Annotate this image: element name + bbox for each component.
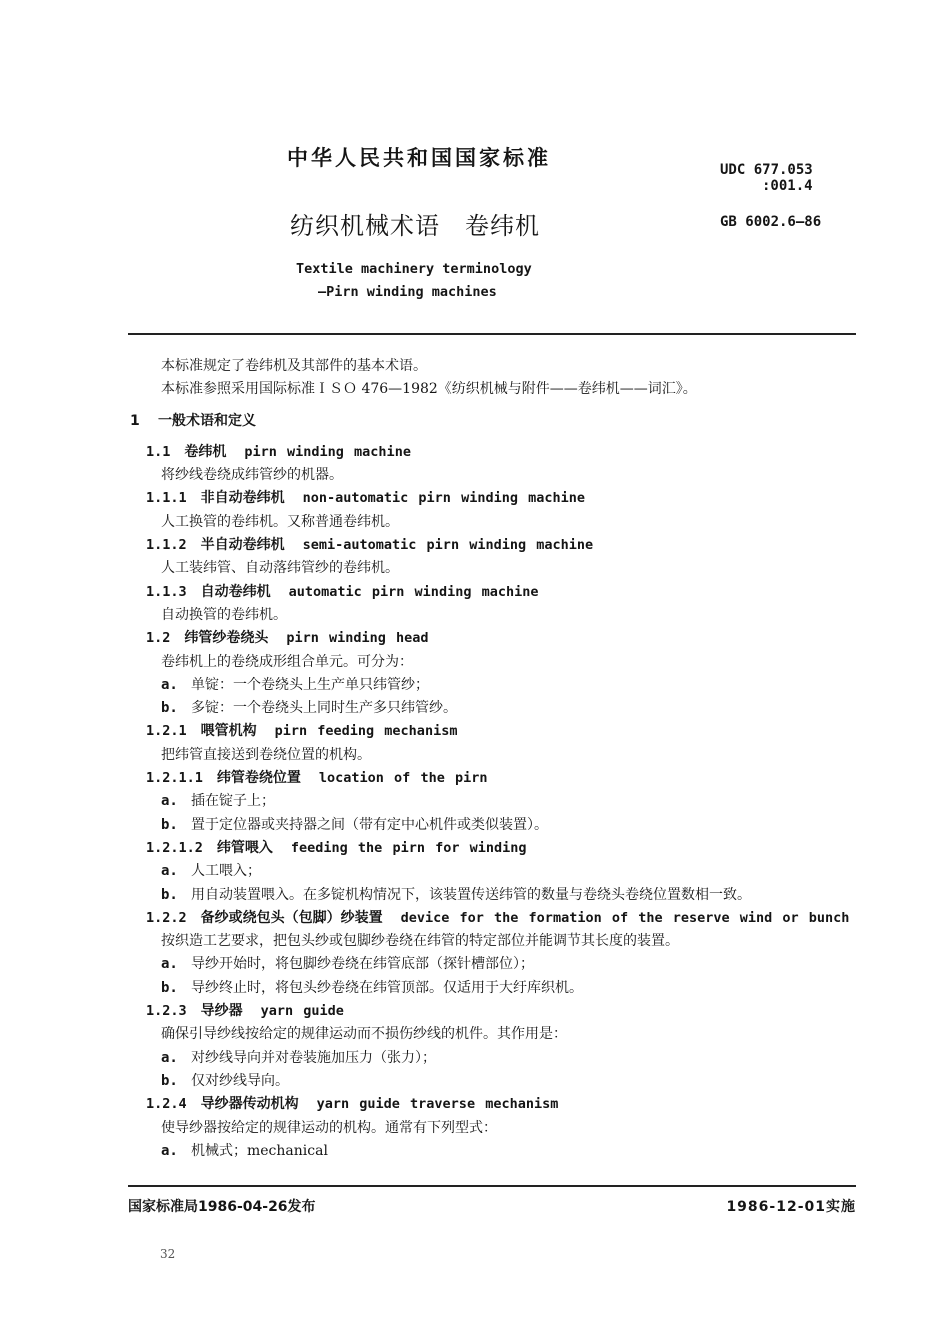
term-heading	[128, 487, 858, 510]
list-item-label: a.	[161, 1142, 178, 1159]
term-definition: 人工换管的卷纬机。又称普通卷纬机。	[161, 513, 399, 530]
gb-number: GB 6002.6—86	[720, 214, 822, 230]
list-item	[128, 884, 858, 907]
list-item-label: a.	[161, 676, 178, 693]
term-name-cn: 纬管纱卷绕头	[184, 630, 269, 647]
intro-paragraph: 本标准规定了卷纬机及其部件的基本术语。	[161, 358, 427, 374]
standard-category-heading: 中华人民共和国国家标准	[287, 146, 551, 170]
list-item-text: 插在锭子上；	[191, 793, 275, 810]
list-item-text: 仅对纱线导向。	[191, 1072, 289, 1089]
list-item-label: a.	[161, 793, 178, 810]
list-item-label: a.	[161, 956, 178, 973]
list-item-label: b.	[161, 979, 178, 996]
term-number: 1.1	[146, 443, 171, 460]
list-item-text: 人工喂入；	[191, 863, 261, 880]
section-number: 1	[130, 412, 140, 429]
term-name-en: non-automatic pirn winding machine	[302, 490, 585, 507]
list-item-text: 机械式；mechanical	[191, 1142, 328, 1159]
term-name-cn: 纬管卷绕位置	[216, 770, 301, 787]
term-name-cn: 纬管喂入	[216, 839, 273, 856]
term-number: 1.1.3	[146, 583, 187, 600]
term-definition: 自动换管的卷纬机。	[161, 606, 287, 623]
udc-line-2: :001.4	[762, 178, 813, 194]
list-item	[128, 697, 858, 720]
list-item-label: a.	[161, 1049, 178, 1066]
term-name-cn: 备纱或绕包头（包脚）纱装置	[200, 909, 383, 926]
term-name-en: pirn winding machine	[244, 443, 411, 460]
terms-list	[128, 441, 858, 1163]
term-number: 1.2.3	[146, 1003, 187, 1020]
list-item-label: b.	[161, 700, 178, 717]
term-heading	[128, 581, 858, 604]
list-item-text: 置于定位器或夹持器之间（带有定中心机件或类似装置）。	[191, 816, 548, 833]
list-item-text: 对纱线导向并对卷装施加压力（张力）；	[191, 1049, 436, 1066]
term-number: 1.2.1.1	[146, 770, 203, 787]
term-name-en: device for the formation of the reserve wind or bunch	[400, 909, 850, 926]
term-name-en: semi-automatic pirn winding machine	[302, 537, 594, 554]
term-number: 1.1.2	[146, 537, 187, 554]
term-definition: 把纬管直接送到卷绕位置的机构。	[161, 746, 371, 763]
list-item-text: 单锭：一个卷绕头上生产单只纬管纱；	[191, 676, 429, 693]
list-item-label: a.	[161, 863, 178, 880]
term-heading	[128, 720, 858, 743]
list-item-label: b.	[161, 816, 178, 833]
udc-line-1: UDC 677.053	[720, 162, 813, 178]
title-en-line-2: —Pirn winding machines	[318, 284, 497, 300]
list-item-text: 用自动装置喂入。在多锭机构情况下，该装置传送纬管的数量与卷绕头卷绕位置数相一致。	[191, 886, 751, 903]
list-item	[128, 814, 858, 837]
term-name-cn: 导纱器传动机构	[200, 1096, 299, 1113]
document-title-en	[296, 258, 532, 304]
term-definition: 按织造工艺要求，把包头纱或包脚纱卷绕在纬管的特定部位并能调节其长度的装置。	[161, 933, 679, 950]
term-definition: 卷纬机上的卷绕成形组合单元。可分为：	[161, 653, 413, 670]
title-en-line-1: Textile machinery terminology	[296, 261, 532, 277]
intro-paragraph: 本标准参照采用国际标准ＩＳＯ 476—1982《纺织机械与附件——卷纬机——词汇》。	[161, 381, 697, 398]
term-definition: 人工装纬管、自动落纬管纱的卷纬机。	[161, 560, 399, 577]
term-name-cn: 自动卷纬机	[200, 583, 271, 600]
list-item	[128, 860, 858, 883]
section-heading	[128, 410, 858, 433]
list-item-label: b.	[161, 1072, 178, 1089]
term-number: 1.2.2	[146, 909, 187, 926]
term-heading	[128, 837, 858, 860]
header-divider	[128, 333, 856, 335]
list-item	[128, 977, 858, 1000]
term-number: 1.2	[146, 630, 171, 647]
term-name-en: location of the pirn	[318, 770, 488, 787]
term-heading	[128, 1000, 858, 1023]
list-item	[128, 1070, 858, 1093]
term-name-cn: 非自动卷纬机	[200, 490, 285, 507]
udc-code	[720, 162, 813, 194]
term-number: 1.2.4	[146, 1096, 187, 1113]
term-name-en: pirn feeding mechanism	[274, 723, 458, 740]
term-name-en: yarn guide	[260, 1003, 344, 1020]
list-item-text: 多锭：一个卷绕头上同时生产多只纬管纱。	[191, 700, 457, 717]
page-number: 32	[160, 1247, 176, 1261]
list-item-label: b.	[161, 886, 178, 903]
section-title: 一般术语和定义	[158, 412, 256, 429]
term-heading	[128, 907, 858, 930]
list-item-text: 导纱开始时，将包脚纱卷绕在纬管底部（探针槽部位）；	[191, 956, 534, 973]
term-heading	[128, 767, 858, 790]
term-name-cn: 半自动卷纬机	[200, 537, 285, 554]
term-number: 1.1.1	[146, 490, 187, 507]
term-heading	[128, 534, 858, 557]
list-item	[128, 1047, 858, 1070]
term-definition: 将纱线卷绕成纬管纱的机器。	[161, 467, 343, 484]
term-name-en: automatic pirn winding machine	[288, 583, 539, 600]
list-item-text: 导纱终止时，将包头纱卷绕在纬管顶部。仅适用于大纡库织机。	[191, 979, 583, 996]
term-heading	[128, 627, 858, 650]
term-name-en: yarn guide traverse mechanism	[316, 1096, 559, 1113]
list-item	[128, 953, 858, 976]
term-definition: 使导纱器按给定的规律运动的机构。通常有下列型式：	[161, 1119, 497, 1136]
document-body	[128, 355, 858, 1163]
term-number: 1.2.1	[146, 723, 187, 740]
footer-divider	[128, 1185, 856, 1187]
term-name-en: feeding the pirn for winding	[290, 839, 527, 856]
effective-date: 1986-12-01实施	[726, 1199, 856, 1215]
term-definition: 确保引导纱线按给定的规律运动而不损伤纱线的机件。其作用是：	[161, 1026, 567, 1043]
list-item	[128, 1140, 858, 1163]
term-heading	[128, 1093, 858, 1116]
term-heading	[128, 441, 858, 464]
term-name-cn: 喂管机构	[200, 723, 257, 740]
document-title-cn: 纺织机械术语 卷纬机	[290, 212, 540, 240]
term-name-cn: 导纱器	[200, 1003, 243, 1020]
term-number: 1.2.1.2	[146, 839, 203, 856]
term-name-cn: 卷纬机	[184, 443, 227, 460]
list-item	[128, 790, 858, 813]
issue-date: 国家标准局1986-04-26发布	[128, 1199, 316, 1215]
list-item	[128, 674, 858, 697]
term-name-en: pirn winding head	[286, 630, 429, 647]
